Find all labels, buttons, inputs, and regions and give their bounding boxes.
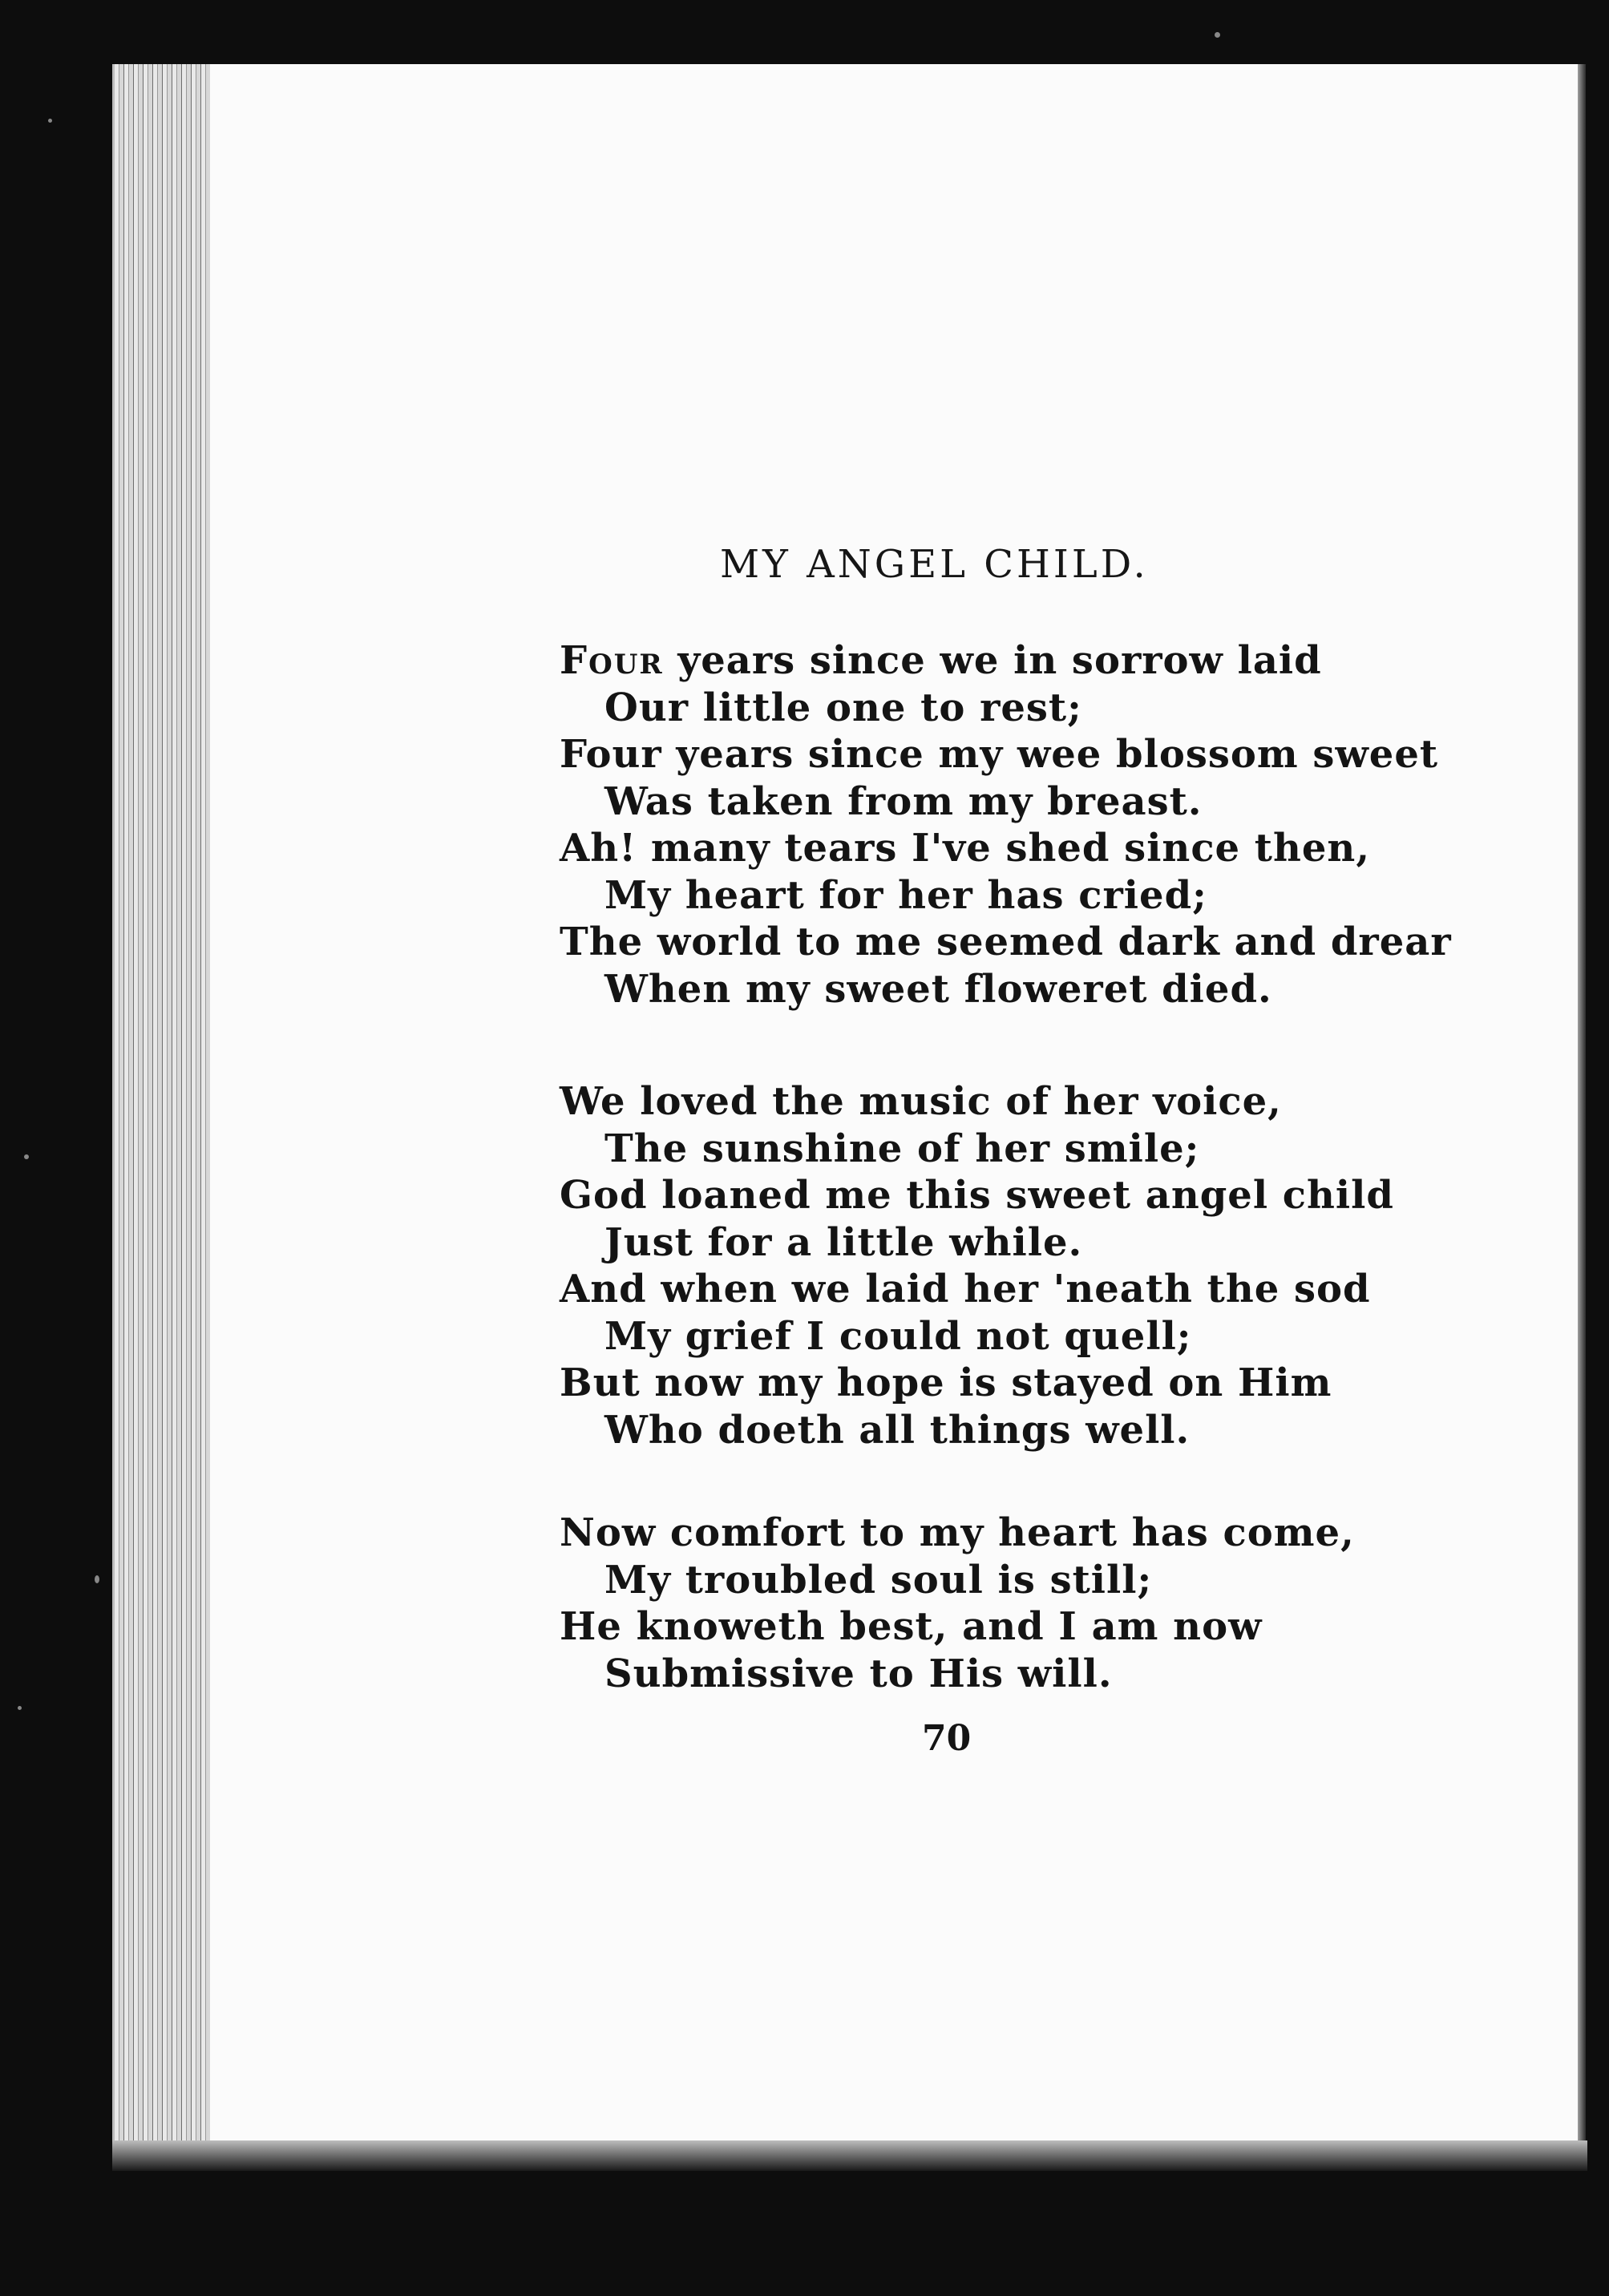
poem-line: Who doeth all things well. [604, 1407, 1191, 1453]
scan-speck [48, 119, 52, 123]
poem-line: We loved the music of her voice, [560, 1079, 1282, 1124]
page-right-edge [1578, 64, 1586, 2148]
poem-line: He knoweth best, and I am now [560, 1604, 1263, 1649]
stanza-3 [560, 1510, 1361, 1697]
scan-speck [18, 1706, 22, 1710]
poem-line: Submissive to His will. [604, 1651, 1113, 1696]
scan-speck [1215, 32, 1220, 38]
poem-line: My heart for her has cried; [604, 872, 1207, 918]
scan-speck [95, 1575, 99, 1583]
poem-line [560, 637, 1361, 685]
poem-line: The world to me seemed dark and drear [560, 920, 1452, 964]
line-text: years since we in sorrow laid [663, 638, 1322, 683]
page-bottom-shadow [112, 2140, 1587, 2171]
poem-title: MY ANGEL CHILD. [720, 542, 1149, 587]
stanza-1 [560, 637, 1452, 1013]
poem-line: Our little one to rest; [604, 685, 1082, 730]
scan-speck [24, 1154, 29, 1159]
poem-line: Four years since my wee blossom sweet [560, 732, 1439, 777]
poem-line: God loaned me this sweet angel child [560, 1173, 1394, 1218]
poem-line: When my sweet floweret died. [604, 966, 1272, 1012]
poem-line: Ah! many tears I've shed since then, [560, 826, 1371, 871]
poem-line: My grief I could not quell; [604, 1313, 1192, 1359]
poem-line: But now my hope is stayed on Him [560, 1360, 1332, 1405]
poem-line: Was taken from my breast. [604, 778, 1203, 824]
poem-line: The sunshine of her smile; [604, 1126, 1200, 1171]
drop-word: Four [560, 638, 664, 683]
page-number: 70 [922, 1718, 972, 1759]
poem-line: And when we laid her 'neath the sod [560, 1267, 1371, 1312]
stanza-2 [560, 1078, 1394, 1453]
poem-line: Now comfort to my heart has come, [560, 1510, 1355, 1555]
poem-line: My troubled soul is still; [604, 1557, 1153, 1603]
poem-line: Just for a little while. [604, 1219, 1083, 1265]
